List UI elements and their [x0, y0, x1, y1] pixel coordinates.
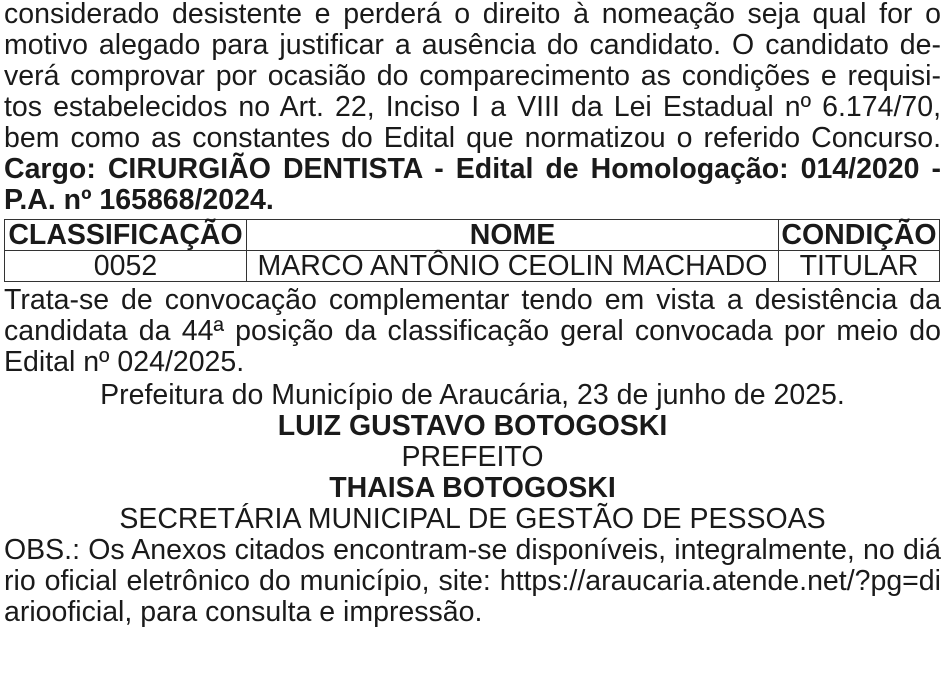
cell-condicao: TITULAR [779, 251, 940, 282]
signatory-2-name: THAISA BOTOGOSKI [329, 472, 616, 504]
signatory-1-name: LUIZ GUSTAVO BOTOGOSKI [277, 410, 668, 442]
column-header-condicao: CONDIÇÃO [779, 220, 940, 251]
column-header-nome: NOME [247, 220, 779, 251]
intro-line: tos estabelecidos no Art. 22, Inciso I a VIII da Lei Estadual nº 6.174/70, [4, 91, 941, 123]
signatory-2-role: SECRETÁRIA MUNICIPAL DE GESTÃO DE PESSOAS [119, 503, 826, 535]
signatory-1-role: PREFEITO [401, 441, 544, 473]
obs-paragraph: OBS.: Os Anexos citados encontram-se disponíveis, integralmente, no diário oficial eletrônico do município, site: https://araucaria.atende.net/?pg=diariooficial, para consulta e impressão. [4, 534, 941, 628]
cargo-heading: Cargo: CIRURGIÃO DENTISTA - Edital de Homologação: 014/2020 - P.A. nº 165868/2024. [4, 153, 941, 216]
note-paragraph: Trata-se de convocação complementar tendo em vista a desistência da candidata da 44ª posição da classificação geral convocada por meio do Edital nº 024/2025. [4, 284, 941, 378]
cell-nome: MARCO ANTÔNIO CEOLIN MACHADO [247, 251, 779, 282]
classification-table [4, 219, 940, 282]
table-header-row [5, 220, 940, 251]
intro-paragraph [4, 0, 941, 154]
intro-line: motivo alegado para justificar a ausência do candidato. O candidato de- [4, 29, 941, 61]
place-date: Prefeitura do Município de Araucária, 23 de junho de 2025. [100, 379, 845, 411]
cell-classificacao: 0052 [5, 251, 247, 282]
intro-line: verá comprovar por ocasião do comparecimento as condições e requisi- [4, 60, 941, 92]
column-header-classificacao: CLASSIFICAÇÃO [5, 220, 247, 251]
table-row [5, 251, 940, 282]
intro-line: bem como as constantes do Edital que normatizou o referido Concurso. [4, 122, 941, 154]
intro-line: considerado desistente e perderá o direito à nomeação seja qual for o [4, 0, 941, 30]
